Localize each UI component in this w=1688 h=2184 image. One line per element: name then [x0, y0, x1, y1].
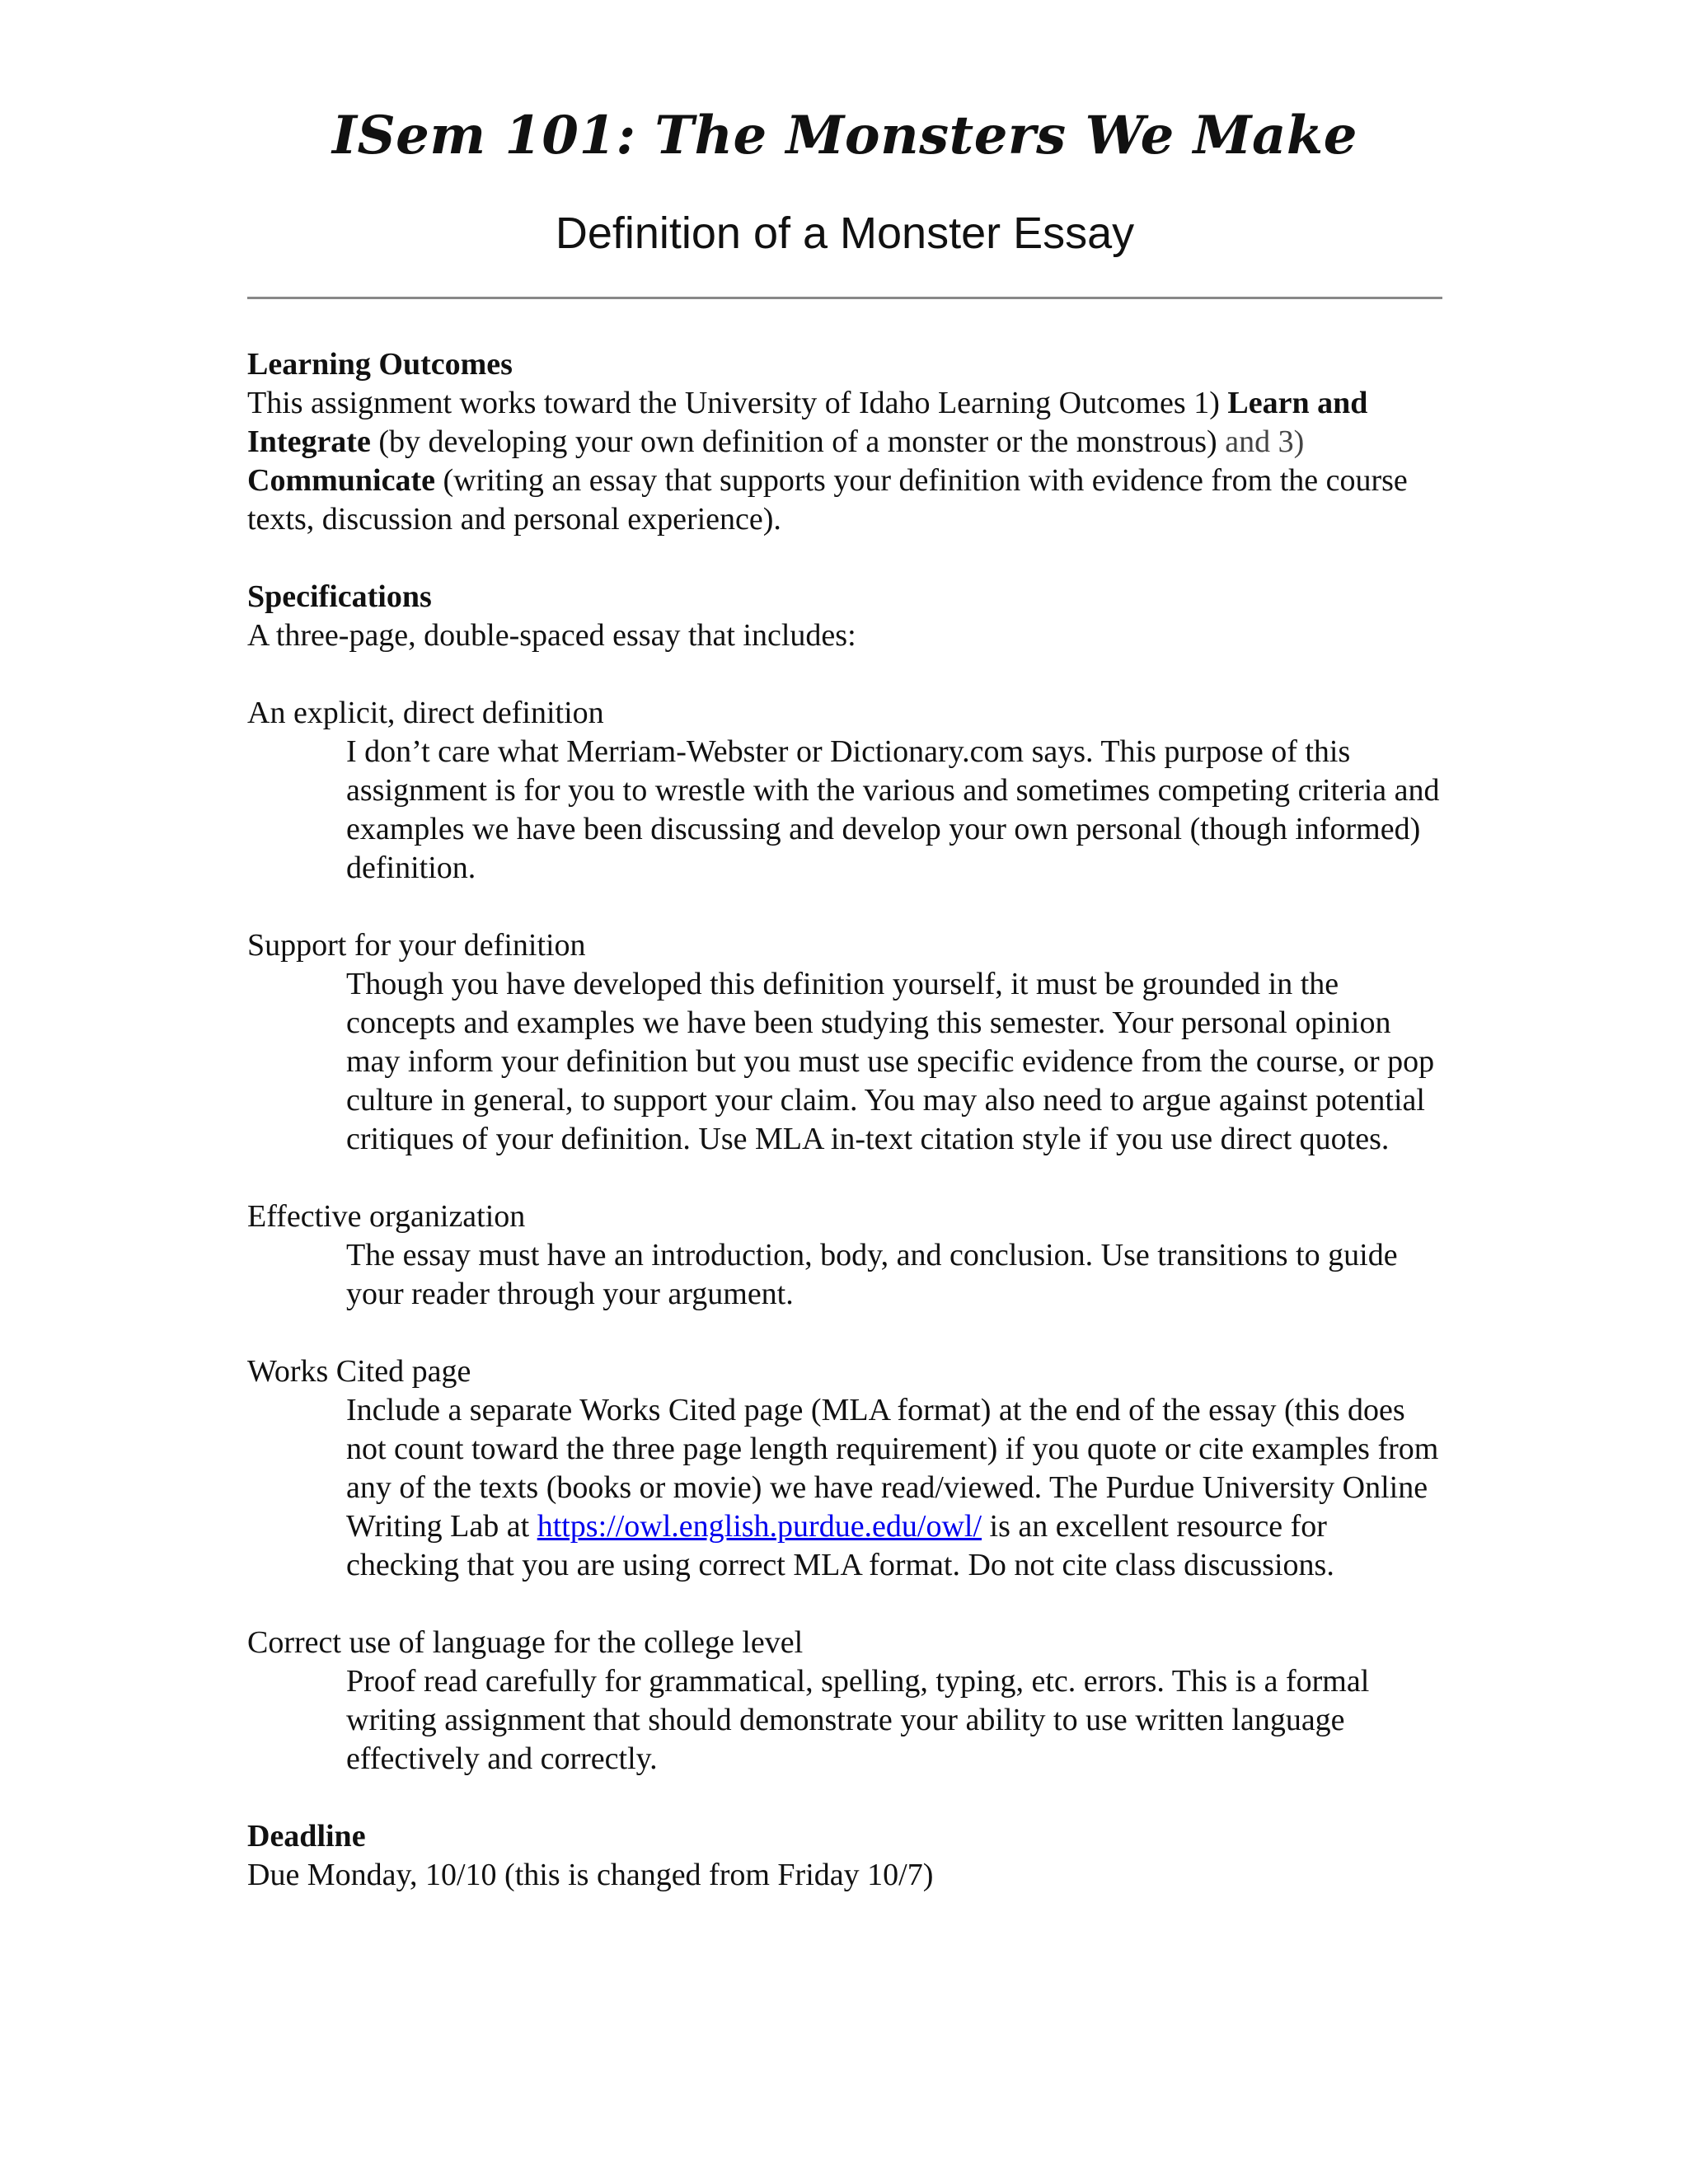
- spacer: [247, 655, 1442, 694]
- works-cited-text-before: Include a separate Works Cited page (MLA format) at the end of the essay (this does not count toward the three page length requirement) if you quote or cite examples from any of the texts (books or movie) we have read/viewed. The Purdue University Online Writing Lab at: [346, 1393, 1439, 1544]
- deadline-text: Due Monday, 10/10 (this is changed from Friday 10/7): [247, 1858, 934, 1892]
- spec-item-label: Support for your definition: [247, 928, 586, 963]
- spec-item-body: I don’t care what Merriam-Webster or Dictionary.com says. This purpose of this assignment is for you to wrestle with the various and sometimes competing criteria and examples we have been discussing and develop your own personal (though informed) definition.: [346, 734, 1440, 885]
- title-divider: [247, 297, 1442, 299]
- specifications-intro: A three-page, double-spaced essay that includes:: [247, 618, 856, 653]
- learning-outcomes-text-1: This assignment works toward the University of Idaho Learning Outcomes 1): [247, 386, 1228, 420]
- document-content: [247, 345, 1442, 1895]
- spec-item-label: Works Cited page: [247, 1354, 471, 1389]
- learning-outcomes-heading: Learning Outcomes: [247, 347, 513, 382]
- specifications-heading: Specifications: [247, 579, 432, 614]
- document-title: Definition of a Monster Essay: [555, 209, 1135, 258]
- spec-item-body: The essay must have an introduction, body, and conclusion. Use transitions to guide your reader through your argument.: [346, 1238, 1398, 1311]
- learning-outcomes-text-2: (by developing your own definition of a monster or the monstrous): [370, 424, 1226, 459]
- spacer: [247, 1159, 1442, 1197]
- spec-item-body: Proof read carefully for grammatical, spelling, typing, etc. errors. This is a formal writing assignment that should demonstrate your ability to use written language effectively and correctly.: [346, 1664, 1370, 1776]
- spec-item-label: Effective organization: [247, 1199, 526, 1234]
- document-page: [247, 99, 1442, 1895]
- learning-outcomes-text-3: and 3): [1225, 424, 1305, 459]
- spacer: [247, 1314, 1442, 1352]
- learning-outcome-communicate: Communicate: [247, 463, 435, 498]
- learning-outcome-learn-integrate: Learn and Integrate: [247, 386, 1368, 459]
- spec-item-label: Correct use of language for the college level: [247, 1625, 804, 1660]
- spacer: [247, 888, 1442, 926]
- spec-item-body: [346, 1391, 1442, 1585]
- purdue-owl-link[interactable]: https://owl.english.purdue.edu/owl/: [537, 1509, 982, 1544]
- spacer: [247, 539, 1442, 578]
- course-title: ISem 101: The Monsters We Make: [332, 105, 1357, 166]
- spec-item-body: Though you have developed this definition yourself, it must be grounded in the concepts and examples we have been studying this semester. Your personal opinion may inform your definition but you must use specific evidence from the course, or pop culture in general, to support your claim. You may also need to argue against potential critiques of your definition. Use MLA in-text citation style if you use direct quotes.: [346, 967, 1435, 1156]
- spacer: [247, 1779, 1442, 1817]
- learning-outcomes-text-4: (writing an essay that supports your definition with evidence from the course texts, discussion and personal experience).: [247, 463, 1408, 537]
- spacer: [247, 1585, 1442, 1624]
- works-cited-text-after: is an excellent resource for checking that you are using correct MLA format. Do not cite class discussions.: [346, 1509, 1334, 1582]
- spec-item-label: An explicit, direct definition: [247, 696, 604, 730]
- learning-outcomes-text: [247, 384, 1442, 539]
- deadline-heading: Deadline: [247, 1819, 366, 1854]
